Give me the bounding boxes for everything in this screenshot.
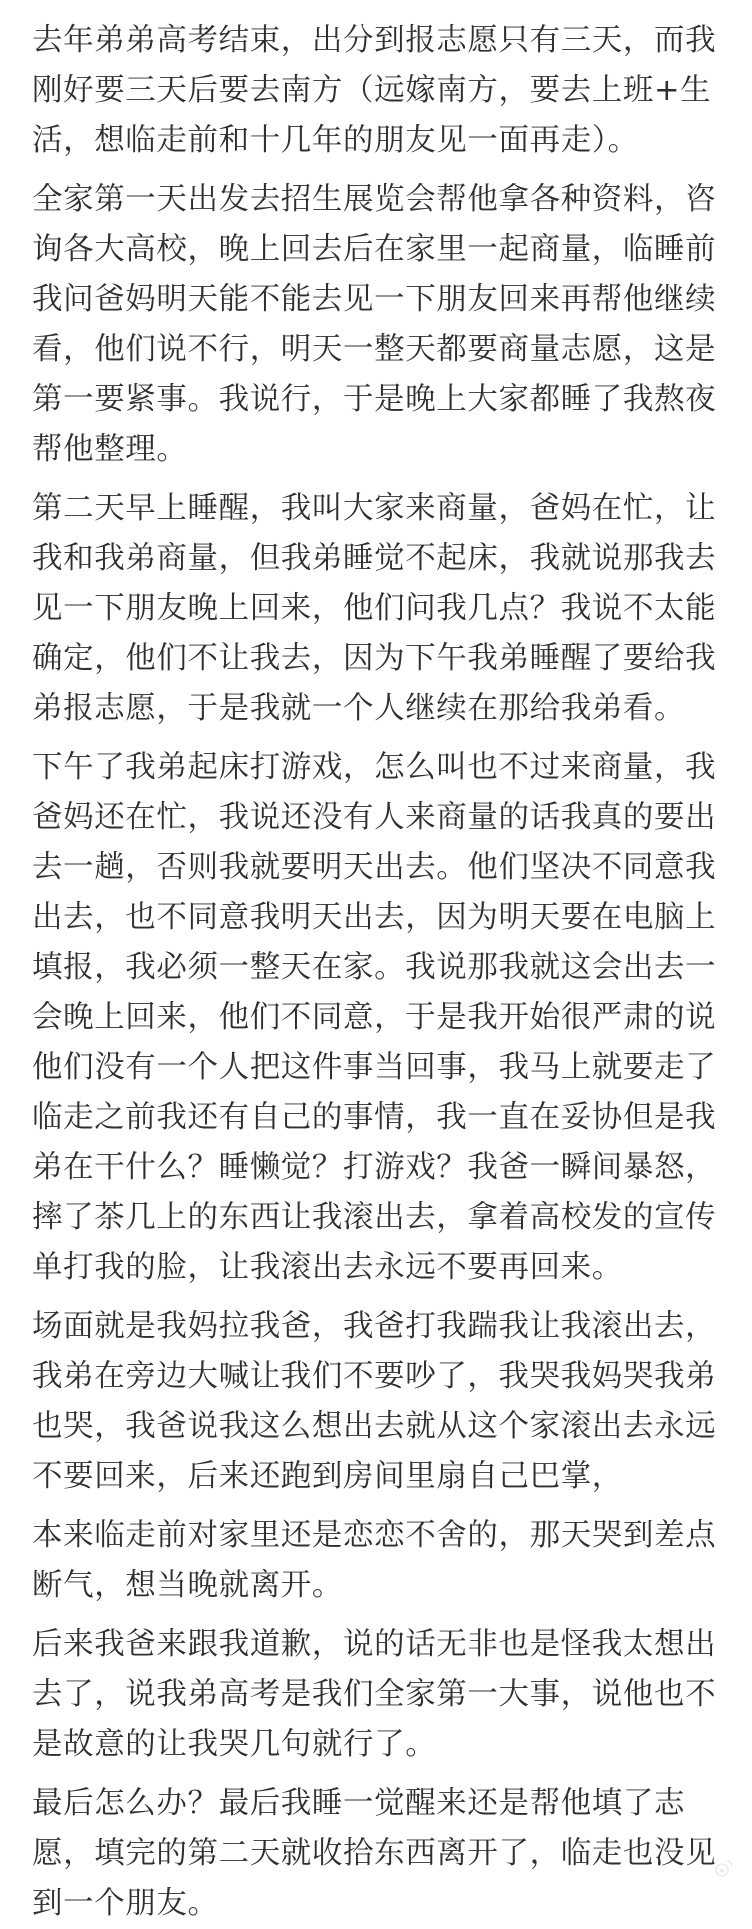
paragraph: 本来临走前对家里还是恋恋不舍的，那天哭到差点断气，想当晚就离开。 (32, 1518, 717, 1603)
paragraph: 后来我爸来跟我道歉，说的话无非也是怪我太想出去了，说我弟高考是我们全家第一大事，说他也不是故意的让我哭几句就行了。 (32, 1627, 717, 1762)
weibo-watermark-icon (714, 1858, 734, 1878)
paragraph: 第二天早上睡醒，我叫大家来商量，爸妈在忙，让我和我弟商量，但我弟睡觉不起床，我就说那我去见一下朋友晚上回来，他们问我几点？我说不太能确定，他们不让我去，因为下午我弟睡醒了要给我弟报志愿，于是我就一个人继续在那给我弟看。 (32, 491, 717, 726)
paragraph: 最后怎么办？最后我睡一觉醒来还是帮他填了志愿，填完的第二天就收拾东西离开了，临走也没见到一个朋友。 (32, 1786, 717, 1921)
paragraph: 全家第一天出发去招生展览会帮他拿各种资料，咨询各大高校，晚上回去后在家里一起商量，临睡前我问爸妈明天能不能去见一下朋友回来再帮他继续看，他们说不行，明天一整天都要商量志愿，这是第一要紧事。我说行，于是晚上大家都睡了我熬夜帮他整理。 (32, 182, 717, 467)
paragraph: 场面就是我妈拉我爸，我爸打我踹我让我滚出去，我弟在旁边大喊让我们不要吵了，我哭我妈哭我弟也哭，我爸说我这么想出去就从这个家滚出去永远不要回来，后来还跑到房间里扇自己巴掌， (32, 1309, 717, 1494)
paragraph: 去年弟弟高考结束，出分到报志愿只有三天，而我刚好要三天后要去南方（远嫁南方，要去上班+生活，想临走前和十几年的朋友见一面再走）。 (32, 23, 717, 158)
paragraph: 下午了我弟起床打游戏，怎么叫也不过来商量，我爸妈还在忙，我说还没有人来商量的话我真的要出去一趟，否则我就要明天出去。他们坚决不同意我出去，也不同意我明天出去，因为明天要在电脑上填报，我必须一整天在家。我说那我就这会出去一会晚上回来，他们不同意，于是我开始很严肃的说他们没有一个人把这件事当回事，我马上就要走了临走之前我还有自己的事情，我一直在妥协但是我弟在干什么？睡懒觉？打游戏？我爸一瞬间暴怒，摔了茶几上的东西让我滚出去，拿着高校发的宣传单打我的脸，让我滚出去永远不要再回来。 (32, 750, 717, 1285)
